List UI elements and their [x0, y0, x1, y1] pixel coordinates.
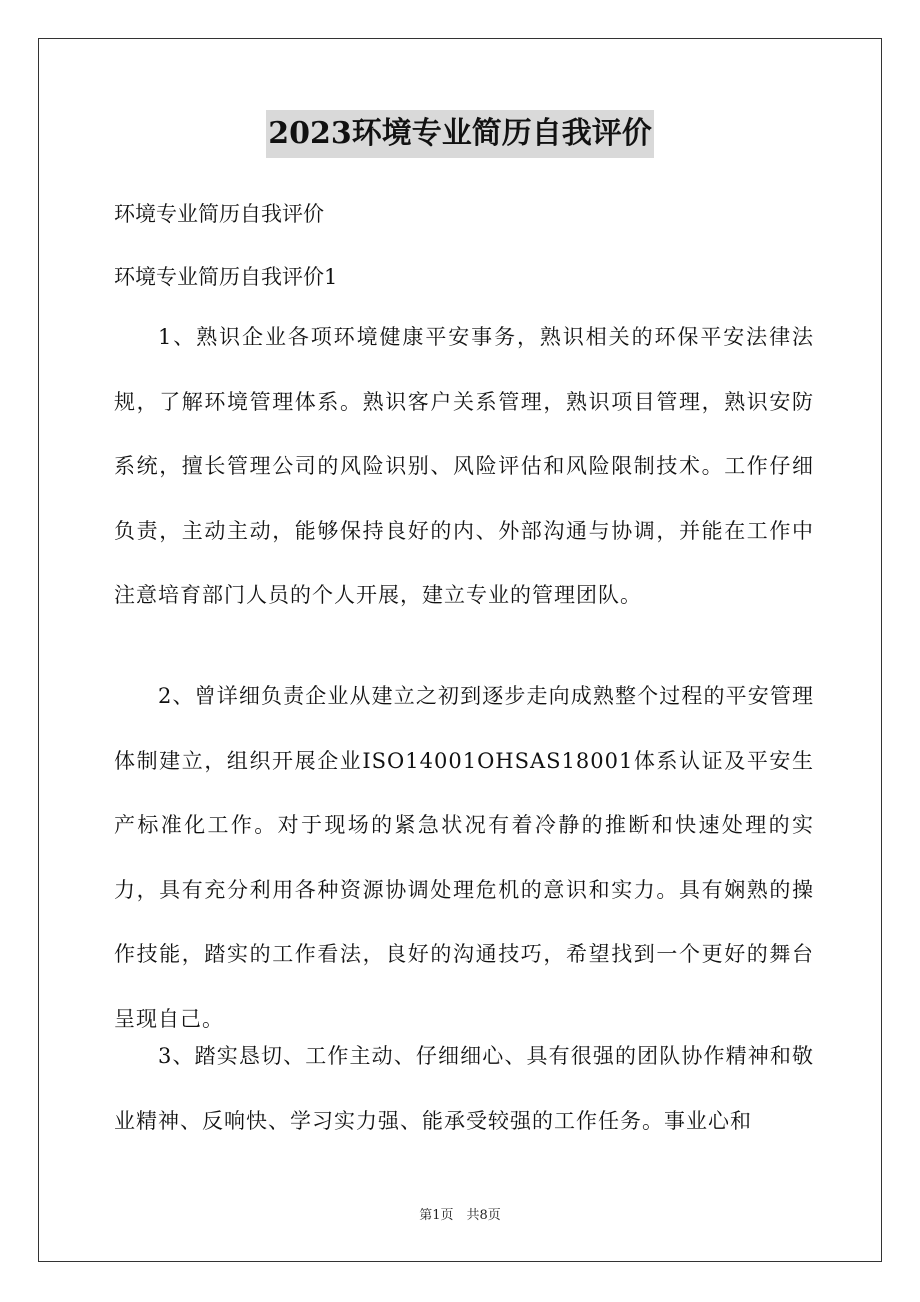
document-title: 2023环境专业简历自我评价 [266, 110, 654, 158]
paragraph-3: 3、踏实恳切、工作主动、仔细细心、具有很强的团队协作精神和敬业精神、反响快、学习实力强、能承受较强的工作任务。事业心和 [114, 1044, 814, 1133]
page-footer: 第1页 共8页 [419, 1208, 501, 1223]
paragraph-2: 2、曾详细负责企业从建立之初到逐步走向成熟整个过程的平安管理体制建立，组织开展企业ISO14001OHSAS18001体系认证及平安生产标准化工作。对于现场的紧急状况有着冷静的推断和快速处理的实力，具有充分利用各种资源协调处理危机的意识和实力。具有娴熟的操作技能，踏实的工作看法，良好的沟通技巧，希望找到一个更好的舞台呈现自己。 [114, 684, 814, 1031]
subtitle-section-1: 环境专业简历自我评价1 [114, 265, 338, 289]
subtitle-main: 环境专业简历自我评价 [114, 202, 324, 226]
title-container [0, 110, 920, 158]
paragraph-1: 1、熟识企业各项环境健康平安事务，熟识相关的环保平安法律法规，了解环境管理体系。熟识客户关系管理，熟识项目管理，熟识安防系统，擅长管理公司的风险识别、风险评估和风险限制技术。工作仔细负责，主动主动，能够保持良好的内、外部沟通与协调，并能在工作中注意培育部门人员的个人开展，建立专业的管理团队。 [114, 325, 814, 607]
